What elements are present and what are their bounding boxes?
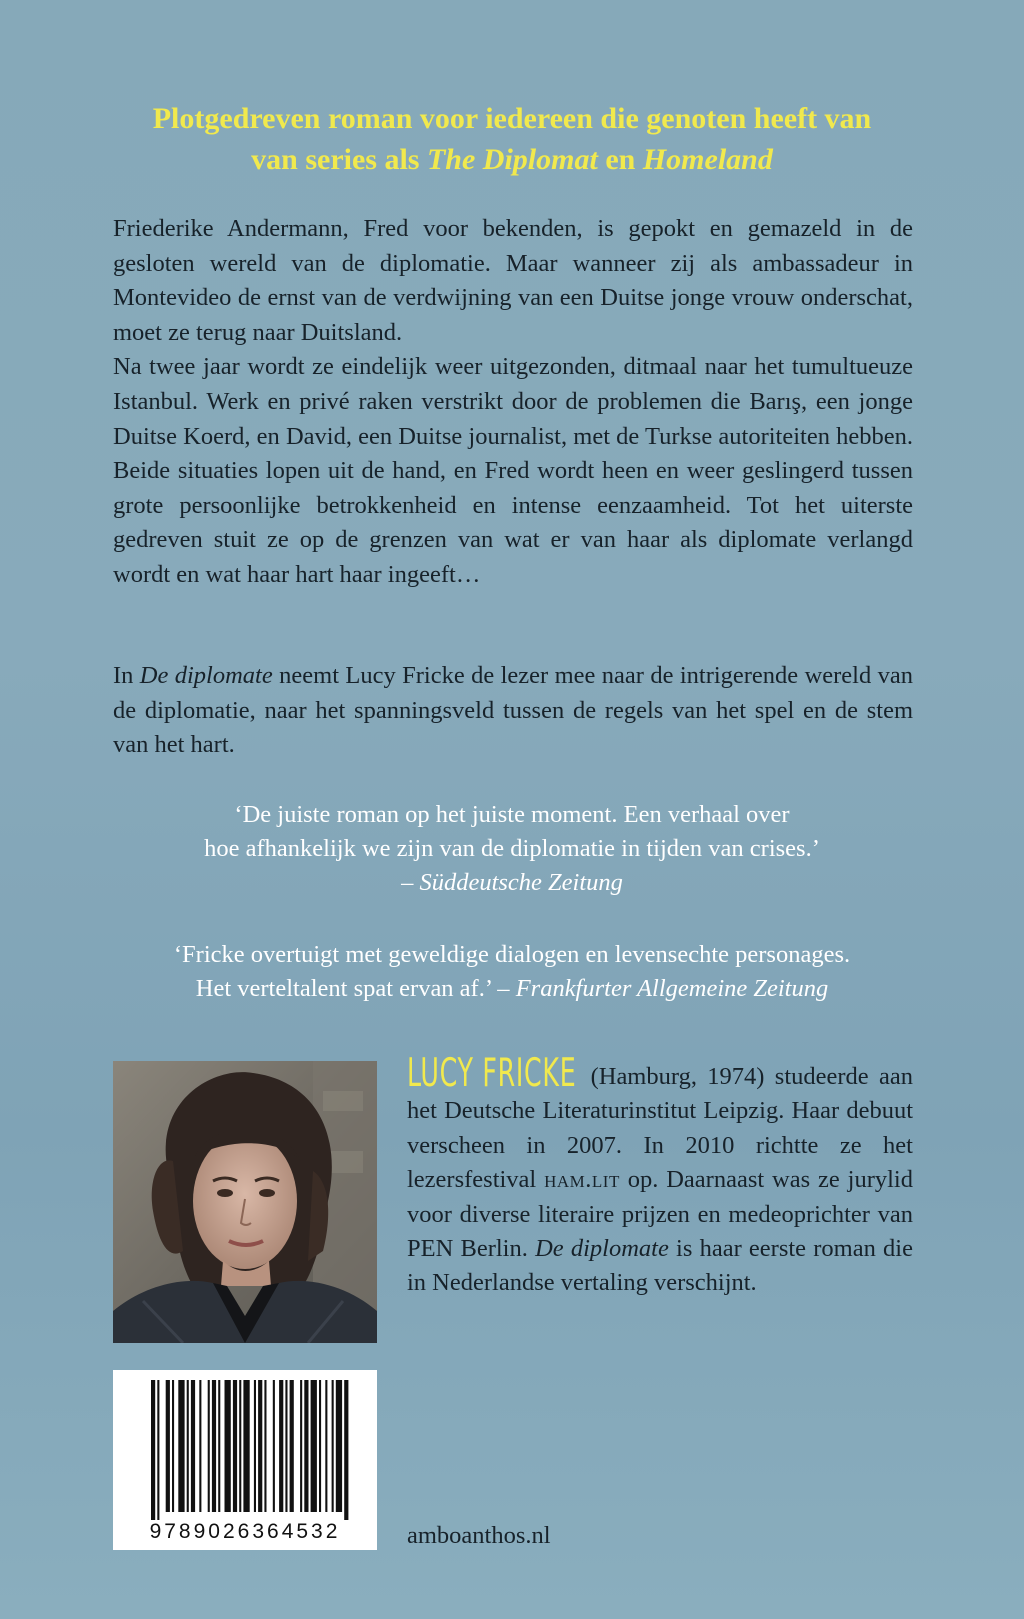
tagline-line-2-prefix: van series als — [251, 143, 427, 176]
barcode-bar — [344, 1380, 348, 1520]
barcode-bar — [187, 1380, 189, 1512]
barcode-bar — [319, 1380, 321, 1512]
review-quote-faz — [80, 938, 944, 1006]
barcode-bar — [243, 1380, 249, 1512]
barcode-bar — [191, 1380, 195, 1512]
author-name: LUCY FRICKE — [407, 1051, 577, 1096]
synopsis-paragraph-1: Friederike Andermann, Fred voor bekenden, is gepokt en gemazeld in de gesloten wereld van de diplomatie. Maar wanneer zij als ambassadeur in Montevideo de ernst van de verdwijning van een Duitse jonge vrouw onderschat, moet ze terug naar Duitsland. — [113, 215, 913, 346]
barcode-bar — [157, 1380, 159, 1520]
barcode-bar — [325, 1380, 327, 1512]
barcode-bar — [258, 1380, 262, 1512]
barcode-bar — [225, 1380, 231, 1512]
tagline-title-diplomat: The Diplomat — [426, 143, 598, 176]
barcode-bar — [151, 1380, 155, 1520]
barcode-bar — [332, 1380, 334, 1512]
author-bio — [407, 1051, 913, 1301]
barcode-bar — [273, 1380, 275, 1512]
barcode-bar — [239, 1380, 241, 1512]
barcode-bar — [264, 1380, 266, 1512]
author-bio-part-2: op. Daarnaast was ze jurylid voor diverse literaire prijzen en medeoprichter van PEN Berlin. — [407, 1166, 913, 1263]
synopsis-paragraph-3-prefix: In — [113, 662, 140, 689]
review-quote-1-line-1: ‘De juiste roman op het juiste moment. Een verhaal over — [234, 801, 790, 828]
barcode-bar — [336, 1380, 342, 1512]
barcode-bar — [212, 1380, 216, 1512]
barcode-bar — [172, 1380, 174, 1512]
synopsis — [113, 212, 913, 593]
author-bio-book-title: De diplomate — [535, 1235, 669, 1263]
tagline-line-2 — [100, 139, 924, 180]
barcode-bars — [113, 1370, 377, 1520]
review-quote-2-line-2 — [80, 972, 944, 1006]
author-photo — [113, 1061, 377, 1343]
tagline-line-1: Plotgedreven roman voor iedereen die genoten heeft van — [152, 102, 872, 135]
publisher-website[interactable]: amboanthos.nl — [407, 1522, 551, 1549]
synopsis-book-title: De diplomate — [139, 662, 273, 689]
barcode-bar — [166, 1380, 170, 1512]
barcode-bar — [290, 1380, 294, 1512]
author-bio-part-3: is haar eerste roman die in Nederlandse vertaling verschijnt. — [407, 1235, 913, 1297]
tagline — [100, 98, 924, 180]
festival-name: ham.lit — [544, 1166, 620, 1194]
review-quote-1-line-2: hoe afhankelijk we zijn van de diplomatie in tijden van crises.’ — [204, 835, 820, 862]
barcode-bar — [285, 1380, 287, 1512]
barcode-bar — [254, 1380, 256, 1512]
barcode-bar — [233, 1380, 237, 1512]
synopsis-paragraph-3 — [113, 659, 913, 763]
review-quote-2-line-1: ‘Fricke overtuigt met geweldige dialogen en levensechte personages. — [173, 941, 851, 968]
synopsis-closing — [113, 659, 913, 763]
barcode-bar — [178, 1380, 184, 1512]
barcode-bar — [208, 1380, 210, 1512]
review-quote-2-source: Frankfurter Allgemeine Zeitung — [515, 975, 829, 1002]
review-quote-sueddeutsche — [80, 798, 944, 900]
review-quote-2-line-2-prefix: Het verteltalent spat ervan af.’ – — [195, 975, 516, 1002]
barcode-bar — [218, 1380, 220, 1512]
review-quote-1-source: – Süddeutsche Zeitung — [401, 869, 623, 896]
author-bio-part-1: (Hamburg, 1974) studeerde aan het Deutsche Literaturinstitut Leipzig. Haar debuut verscheen in 2007. In 2010 richtte ze het lezersfestival — [407, 1063, 913, 1194]
synopsis-paragraph-2: Na twee jaar wordt ze eindelijk weer uitgezonden, ditmaal naar het tumultueuze Istanbul. Werk en privé raken verstrikt door de problemen die Barış, een jonge Duitse Koerd, en David, een Duitse journalist, met de Turkse autoriteiten hebben. Beide situaties lopen uit de hand, en Fred wordt heen en weer geslingerd tussen grote persoonlijke betrokkenheid en intense eenzaamheid. Tot het uiterste gedreven stuit ze op de grenzen van wat er van haar als diplomate verlangd wordt en wat haar hart haar ingeeft… — [113, 353, 913, 588]
tagline-title-homeland: Homeland — [642, 143, 773, 176]
barcode-bar — [199, 1380, 201, 1512]
barcode-bar — [311, 1380, 317, 1512]
barcode-bar — [304, 1380, 308, 1512]
isbn-number: 9789026364532 — [149, 1520, 341, 1543]
isbn-barcode — [113, 1370, 377, 1550]
author-portrait-image — [113, 1061, 377, 1343]
barcode-bar — [279, 1380, 283, 1512]
barcode-bar — [300, 1380, 302, 1512]
tagline-line-2-mid: en — [597, 143, 643, 176]
synopsis-paragraph-3-rest: neemt Lucy Fricke de lezer mee naar de intrigerende wereld van de diplomatie, naar het spanningsveld tussen de regels van het spel en de stem van het hart. — [113, 662, 913, 759]
